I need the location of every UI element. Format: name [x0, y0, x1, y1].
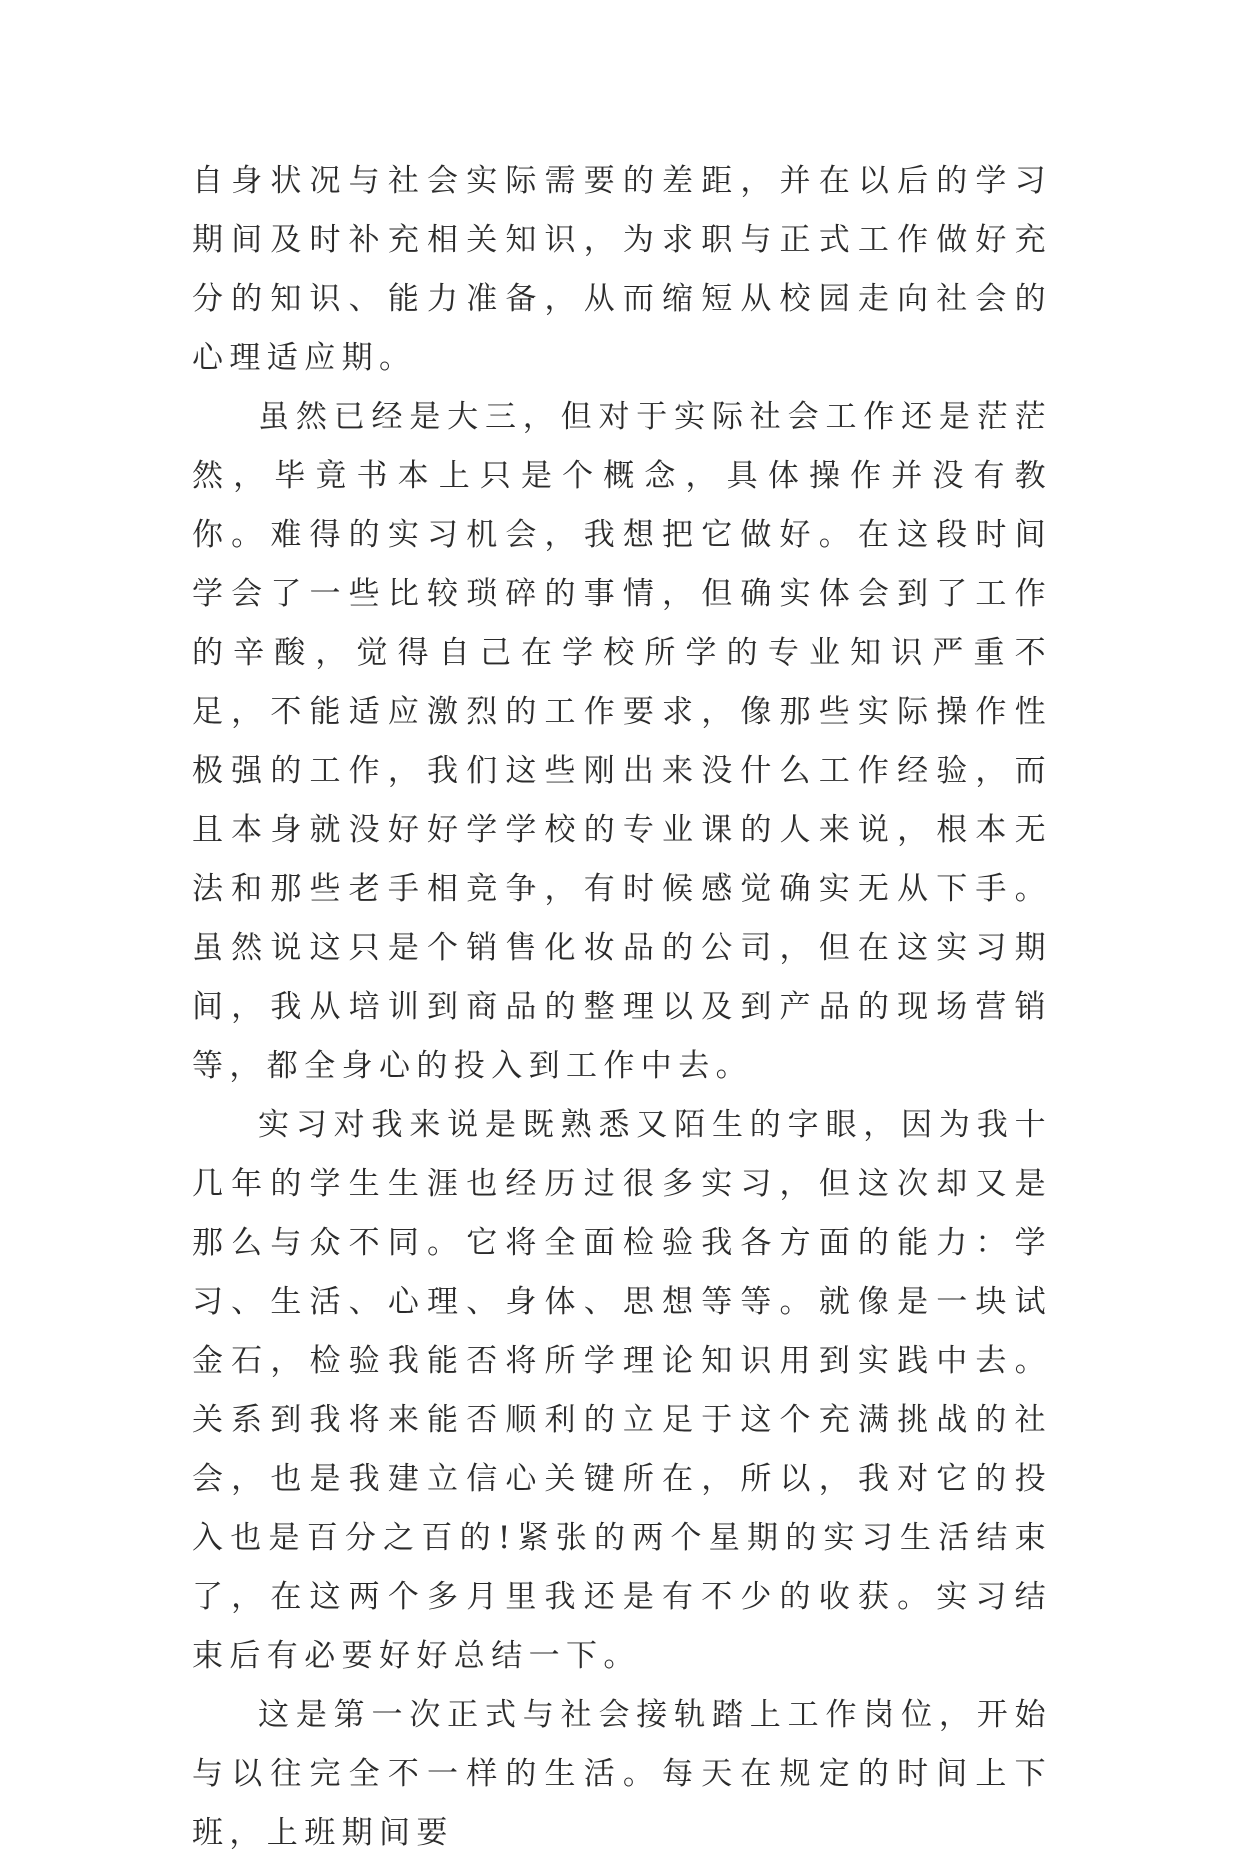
document-body	[192, 152, 1052, 1863]
paragraph-1: 自身状况与社会实际需要的差距，并在以后的学习期间及时补充相关知识，为求职与正式工作做好充分的知识、能力准备，从而缩短从校园走向社会的心理适应期。	[192, 163, 1052, 376]
paragraph-2: 虽然已经是大三，但对于实际社会工作还是茫茫然，毕竟书本上只是个概念，具体操作并没有教你。难得的实习机会，我想把它做好。在这段时间学会了一些比较琐碎的事情，但确实体会到了工作的辛酸，觉得自己在学校所学的专业知识严重不足，不能适应激烈的工作要求，像那些实际操作性极强的工作，我们这些刚出来没什么工作经验，而且本身就没好好学学校的专业课的人来说，根本无法和那些老手相竞争，有时候感觉确实无从下手。虽然说这只是个销售化妆品的公司，但在这实习期间，我从培训到商品的整理以及到产品的现场营销等，都全身心的投入到工作中去。	[192, 399, 1052, 1084]
paragraph-4: 这是第一次正式与社会接轨踏上工作岗位，开始与以往完全不一样的生活。每天在规定的时间上下班，上班期间要	[192, 1697, 1052, 1851]
paragraph-3: 实习对我来说是既熟悉又陌生的字眼，因为我十几年的学生生涯也经历过很多实习，但这次却又是那么与众不同。它将全面检验我各方面的能力：学习、生活、心理、身体、思想等等。就像是一块试金石，检验我能否将所学理论知识用到实践中去。关系到我将来能否顺利的立足于这个充满挑战的社会，也是我建立信心关键所在，所以，我对它的投入也是百分之百的!紧张的两个星期的实习生活结束了，在这两个多月里我还是有不少的收获。实习结束后有必要好好总结一下。	[192, 1107, 1052, 1674]
